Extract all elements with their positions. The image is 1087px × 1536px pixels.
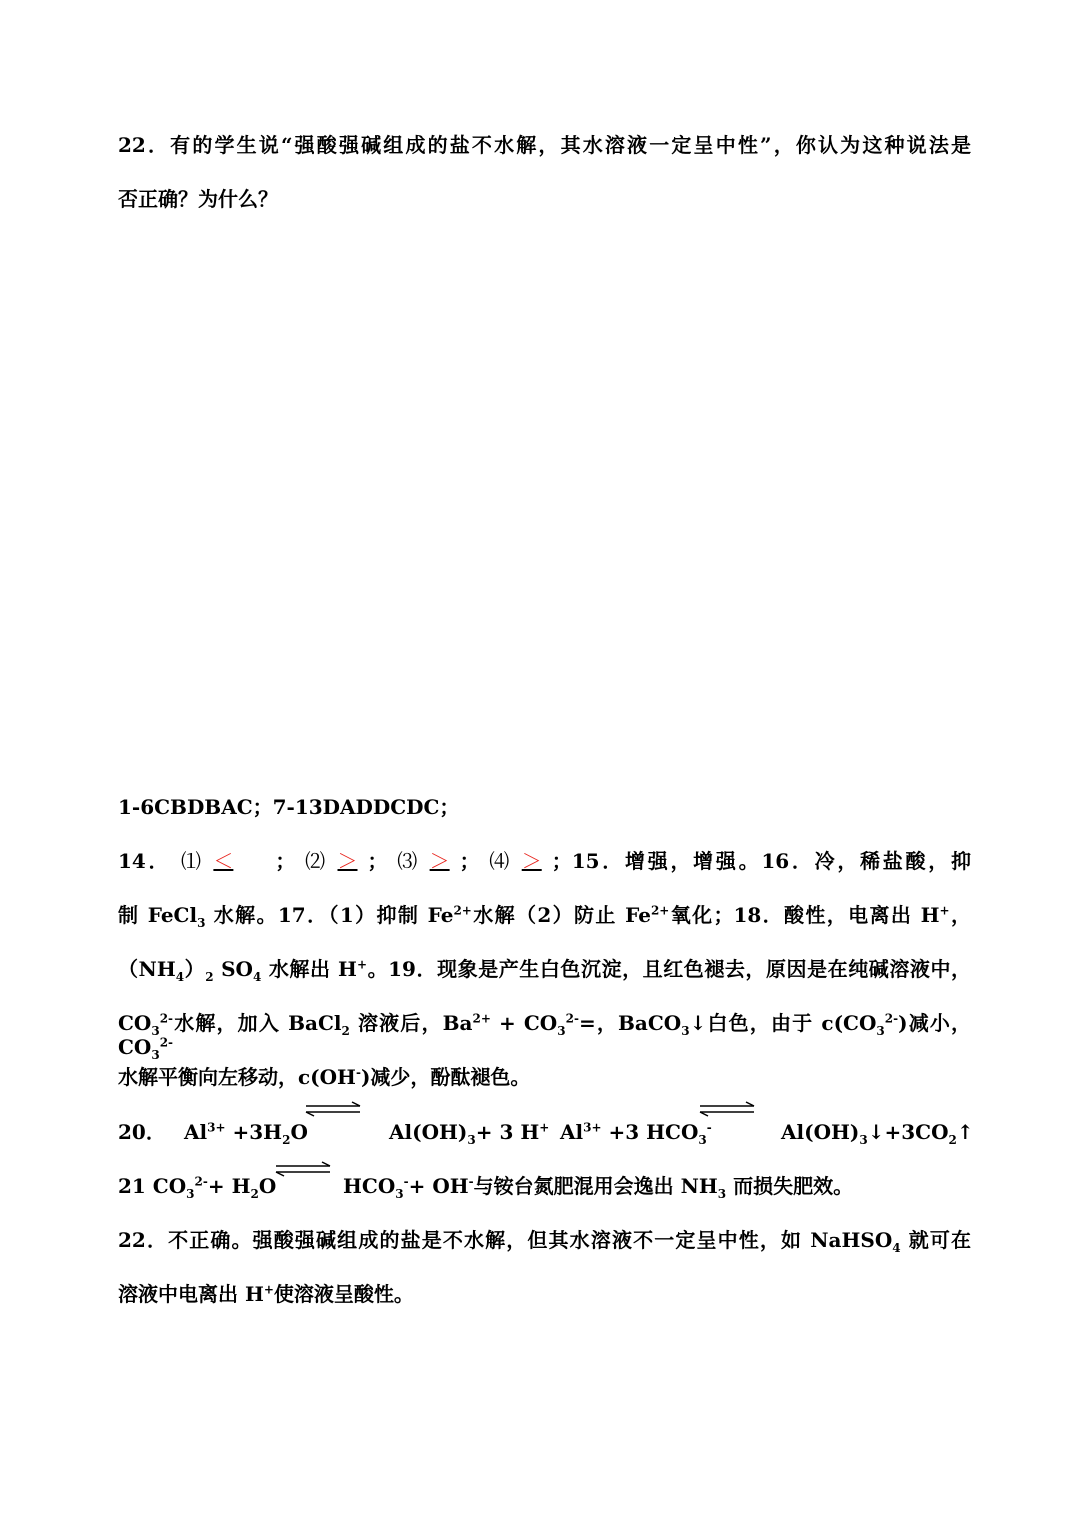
answer-line-4: $(NH_4)_2$ $SO_4$ 水解出 H+。19．现象是产生白色沉淀，且红色褪去，原因是在纯碱溶液中， — [118, 957, 972, 984]
answer-line-6: 水解平衡向左移动，c(OH-)减少，酚酞褪色。 — [118, 1065, 531, 1089]
equilibrium-arrow-icon — [304, 1101, 364, 1117]
answer-14-line: 14． ⑴ ＜ ； ⑵ ＞ ； ⑶ ＞ ； ⑷ ＞ ；15．增强，增强。16．冷，稀盐酸，抑 — [118, 849, 971, 873]
answer-22-line-1: 22．不正确。强酸强碱组成的盐是不水解，但其水溶液不一定呈中性，如 NaHSO$_4$ 就可在 — [118, 1228, 971, 1255]
answer-line-5: $CO_3^{2-}$水解，加入 BaCl$_2$ 溶液后，$Ba^{2+} + CO_3^{2-}=$，BaCO$_3$↓白色，由于 $c(CO_3^{2-})$减小，$CO_3^{2-}$ — [118, 1011, 972, 1062]
answer-22-line-2: 溶液中电离出 H+使溶液呈酸性。 — [118, 1282, 414, 1306]
question-line-1: 22．有的学生说“强酸强碱组成的盐不水解，其水溶液一定呈中性”，你认为这种说法是 — [118, 133, 971, 157]
blank-3: ＞ — [429, 849, 450, 873]
blank-4: ＞ — [521, 849, 542, 873]
equilibrium-arrow-icon — [698, 1101, 758, 1117]
answer-mc: 1-6CBDBAC；7-13DADDCDC； — [118, 795, 460, 819]
blank-1: ＜ — [213, 849, 234, 873]
question-line-2: 否正确？为什么？ — [118, 187, 278, 211]
equilibrium-arrow-icon — [274, 1161, 334, 1177]
answer-line-3: 制 FeCl$_3$ 水解。17．（1）抑制 $Fe^{2+}$水解（2）防止 $Fe^{2+}$氧化；18．酸性，电离出 H+， — [118, 903, 971, 930]
blank-2: ＞ — [337, 849, 358, 873]
